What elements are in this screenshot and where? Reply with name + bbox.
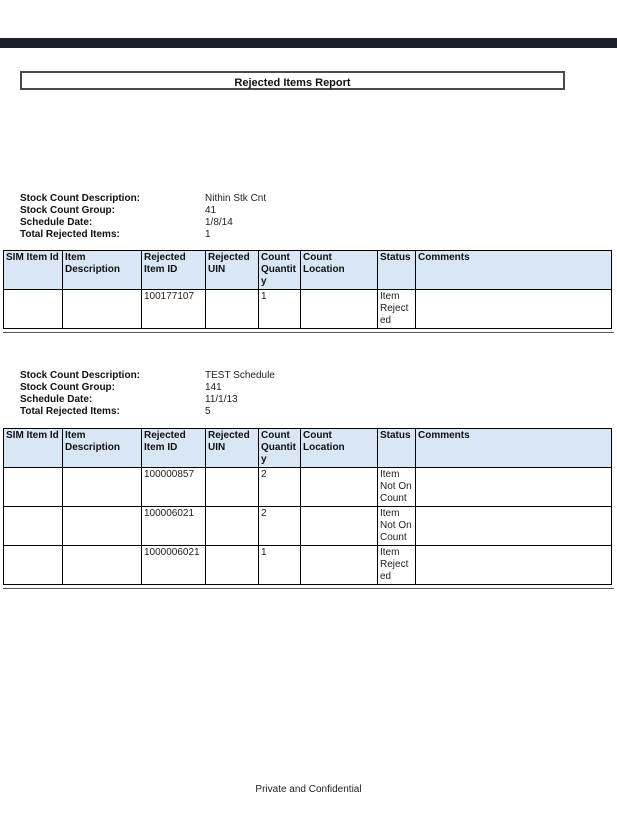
cell-count-location — [301, 290, 378, 329]
column-header-rejected-item-id: Rejected Item ID — [142, 429, 206, 468]
cell-comments — [416, 546, 612, 585]
cell-status: Item Rejected — [378, 546, 416, 585]
table-row — [4, 468, 612, 507]
cell-sim-item-id — [4, 546, 63, 585]
info-value-total-rejected-items: 1 — [205, 229, 211, 240]
cell-status: Item Not On Count — [378, 468, 416, 507]
info-label-stock-count-group: Stock Count Group: — [20, 205, 115, 216]
column-header-status: Status — [378, 429, 416, 468]
rejected-items-table-2 — [3, 428, 614, 589]
info-value-schedule-date: 11/1/13 — [205, 394, 238, 405]
cell-sim-item-id — [4, 468, 63, 507]
info-row — [20, 392, 440, 404]
info-value-stock-count-description: Nithin Stk Cnt — [205, 193, 267, 204]
info-row — [20, 203, 440, 215]
info-row — [20, 191, 440, 203]
cell-rejected-uin — [206, 468, 259, 507]
cell-item-description — [63, 290, 142, 329]
column-header-count-location: Count Location — [301, 429, 378, 468]
rejected-items-table — [3, 250, 612, 329]
cell-rejected-item-id: 100006021 — [142, 507, 206, 546]
info-value-stock-count-description: TEST Schedule — [205, 370, 275, 381]
column-header-comments: Comments — [416, 429, 612, 468]
info-row — [20, 404, 440, 416]
cell-count-location — [301, 546, 378, 585]
cell-sim-item-id — [4, 290, 63, 329]
info-value-stock-count-group: 41 — [205, 205, 217, 216]
column-header-count-location: Count Location — [301, 251, 378, 290]
table-row — [4, 290, 612, 329]
rejected-items-table — [3, 428, 612, 585]
cell-item-description — [63, 507, 142, 546]
column-header-rejected-uin: Rejected UIN — [206, 429, 259, 468]
cell-status: Item Rejected — [378, 290, 416, 329]
column-header-count-quantity: Count Quantity — [259, 251, 301, 290]
cell-rejected-uin — [206, 507, 259, 546]
info-value-stock-count-group: 141 — [205, 382, 222, 393]
info-label-schedule-date: Schedule Date: — [20, 217, 93, 228]
table-row — [4, 507, 612, 546]
column-header-rejected-item-id: Rejected Item ID — [142, 251, 206, 290]
cell-comments — [416, 507, 612, 546]
stock-count-info-section-2 — [20, 368, 440, 416]
column-header-sim-item-id: SIM Item Id — [4, 429, 63, 468]
cell-item-description — [63, 468, 142, 507]
cell-rejected-item-id: 1000006021 — [142, 546, 206, 585]
table-row — [4, 546, 612, 585]
cell-sim-item-id — [4, 507, 63, 546]
info-label-total-rejected-items: Total Rejected Items: — [20, 229, 120, 240]
column-header-rejected-uin: Rejected UIN — [206, 251, 259, 290]
confidentiality-footer: Private and Confidential — [255, 784, 362, 795]
column-header-count-quantity: Count Quantity — [259, 429, 301, 468]
info-row — [20, 380, 440, 392]
cell-status: Item Not On Count — [378, 507, 416, 546]
cell-count-quantity: 2 — [259, 507, 301, 546]
cell-comments — [416, 468, 612, 507]
table-header-row — [4, 251, 612, 290]
top-header-bar — [0, 38, 617, 48]
info-label-total-rejected-items: Total Rejected Items: — [20, 406, 120, 417]
cell-count-location — [301, 507, 378, 546]
cell-rejected-uin — [206, 546, 259, 585]
stock-count-info-section-1 — [20, 191, 440, 239]
column-header-item-description: Item Description — [63, 429, 142, 468]
column-header-status: Status — [378, 251, 416, 290]
cell-item-description — [63, 546, 142, 585]
cell-rejected-item-id: 100177107 — [142, 290, 206, 329]
column-header-comments: Comments — [416, 251, 612, 290]
info-value-schedule-date: 1/8/14 — [205, 217, 233, 228]
table-header-row — [4, 429, 612, 468]
column-header-item-description: Item Description — [63, 251, 142, 290]
cell-count-quantity: 1 — [259, 546, 301, 585]
cell-count-location — [301, 468, 378, 507]
report-title: Rejected Items Report — [234, 77, 351, 89]
column-header-sim-item-id: SIM Item Id — [4, 251, 63, 290]
info-value-total-rejected-items: 5 — [205, 406, 211, 417]
cell-comments — [416, 290, 612, 329]
cell-rejected-item-id: 100000857 — [142, 468, 206, 507]
cell-count-quantity: 1 — [259, 290, 301, 329]
report-title-box — [20, 71, 565, 90]
info-row — [20, 215, 440, 227]
rejected-items-table-1 — [3, 250, 614, 333]
info-label-stock-count-description: Stock Count Description: — [20, 370, 141, 381]
info-row — [20, 368, 440, 380]
cell-count-quantity: 2 — [259, 468, 301, 507]
info-label-stock-count-description: Stock Count Description: — [20, 193, 141, 204]
info-label-stock-count-group: Stock Count Group: — [20, 382, 115, 393]
cell-rejected-uin — [206, 290, 259, 329]
info-label-schedule-date: Schedule Date: — [20, 394, 93, 405]
info-row — [20, 227, 440, 239]
